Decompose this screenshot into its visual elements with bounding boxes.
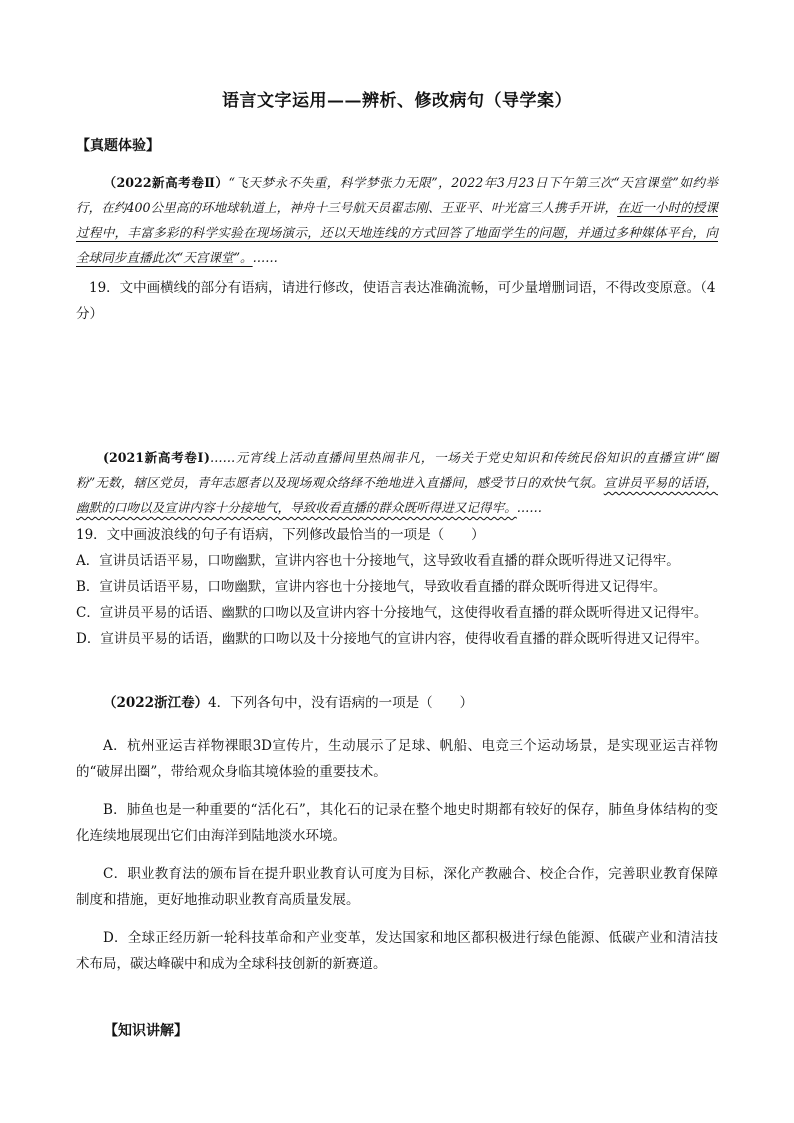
- q2-option-d: D．宣讲员平易的话语，幽默的口吻以及十分接地气的宣讲内容，使得收看直播的群众既听得进又记得牢。: [76, 631, 708, 647]
- q2-question: 19．文中画波浪线的句子有语病，下列修改最恰当的一项是（ ）: [76, 527, 485, 543]
- q2-wavy-text: 宣讲员平易的话语，幽默的口吻以及宣讲内容十分接地气，导致收看直播的群众既听得进又记得牢。: [76, 475, 718, 515]
- q1-passage-tail: ……: [252, 250, 278, 265]
- q1-passage: [76, 170, 718, 270]
- q3-option-c: C．职业教育法的颁布旨在提升职业教育认可度为目标，深化产教融合、校企合作，完善职业教育保障制度和措施，更好地推动职业教育高质量发展。: [76, 866, 718, 908]
- q3-option-b: B．肺鱼也是一种重要的“活化石”，其化石的记录在整个地史时期都有较好的保存，肺鱼身体结构的变化连续地展现出它们由海洋到陆地淡水环境。: [76, 802, 718, 844]
- section-heading-zhishi: 【知识讲解】: [104, 1023, 188, 1039]
- q3-option-a: A．杭州亚运吉祥物裸眼3D宣传片，生动展示了足球、帆船、电竞三个运动场景，是实现亚运吉祥物的“破屏出圈”，带给观众身临其境体验的重要技术。: [76, 738, 718, 780]
- q2-option-c: C．宣讲员平易的话语、幽默的口吻以及宣讲内容十分接地气，这使得收看直播的群众既听得进又记得牢。: [76, 605, 708, 621]
- q1-source: （2022新高考卷Ⅱ）: [103, 175, 229, 190]
- q1-question: 19．文中画横线的部分有语病，请进行修改，使语言表达准确流畅，可少量增删词语，不得改变原意。（4分）: [76, 280, 716, 322]
- q3-source: （2022浙江卷）: [103, 695, 209, 711]
- q2-option-a: A．宣讲员话语平易，口吻幽默，宣讲内容也十分接地气，这导致收看直播的群众既听得进又记得牢。: [76, 553, 680, 569]
- q2-source: (2021新高考卷Ⅰ): [103, 450, 210, 465]
- page-title: 语言文字运用——辨析、修改病句（导学案）: [222, 91, 572, 111]
- section-heading-zhenti: 【真题体验】: [76, 138, 160, 154]
- q3-header: [76, 690, 718, 716]
- q1-passage-text: “飞天梦永不失重，科学梦张力无限”，2022年3月23日下午第三次“天宫课堂”如约举行，在约400公里高的环地球轨道上，神舟十三号航天员翟志刚、王亚平、叶光富三人携手开讲，: [76, 175, 718, 215]
- q2-option-b: B．宣讲员话语平易，口吻幽默，宣讲内容也十分接地气，导致收看直播的群众既听得进又记得牢。: [76, 579, 667, 595]
- q3-question: 4．下列各句中，没有语病的一项是（ ）: [208, 695, 474, 711]
- q3-option-d: D．全球正经历新一轮科技革命和产业变革，发达国家和地区都积极进行绿色能源、低碳产业和清洁技术布局，碳达峰碳中和成为全球科技创新的新赛道。: [76, 930, 718, 972]
- q1-underlined-text: 在近一小时的授课过程中，丰富多彩的科学实验在现场演示，还以天地连线的方式回答了地面学生的问题，并通过多种媒体平台，向全球同步直播此次“天宫课堂”。: [76, 200, 718, 265]
- q2-passage: [76, 445, 718, 520]
- q2-passage-text: ……元宵线上活动直播间里热闹非凡，一场关于党史知识和传统民俗知识的直播宣讲“圈粉”无数，辖区党员，青年志愿者以及现场观众络绎不绝地进入直播间，感受节日的欢快气氛。: [76, 450, 718, 490]
- q2-passage-tail: ……: [516, 500, 542, 515]
